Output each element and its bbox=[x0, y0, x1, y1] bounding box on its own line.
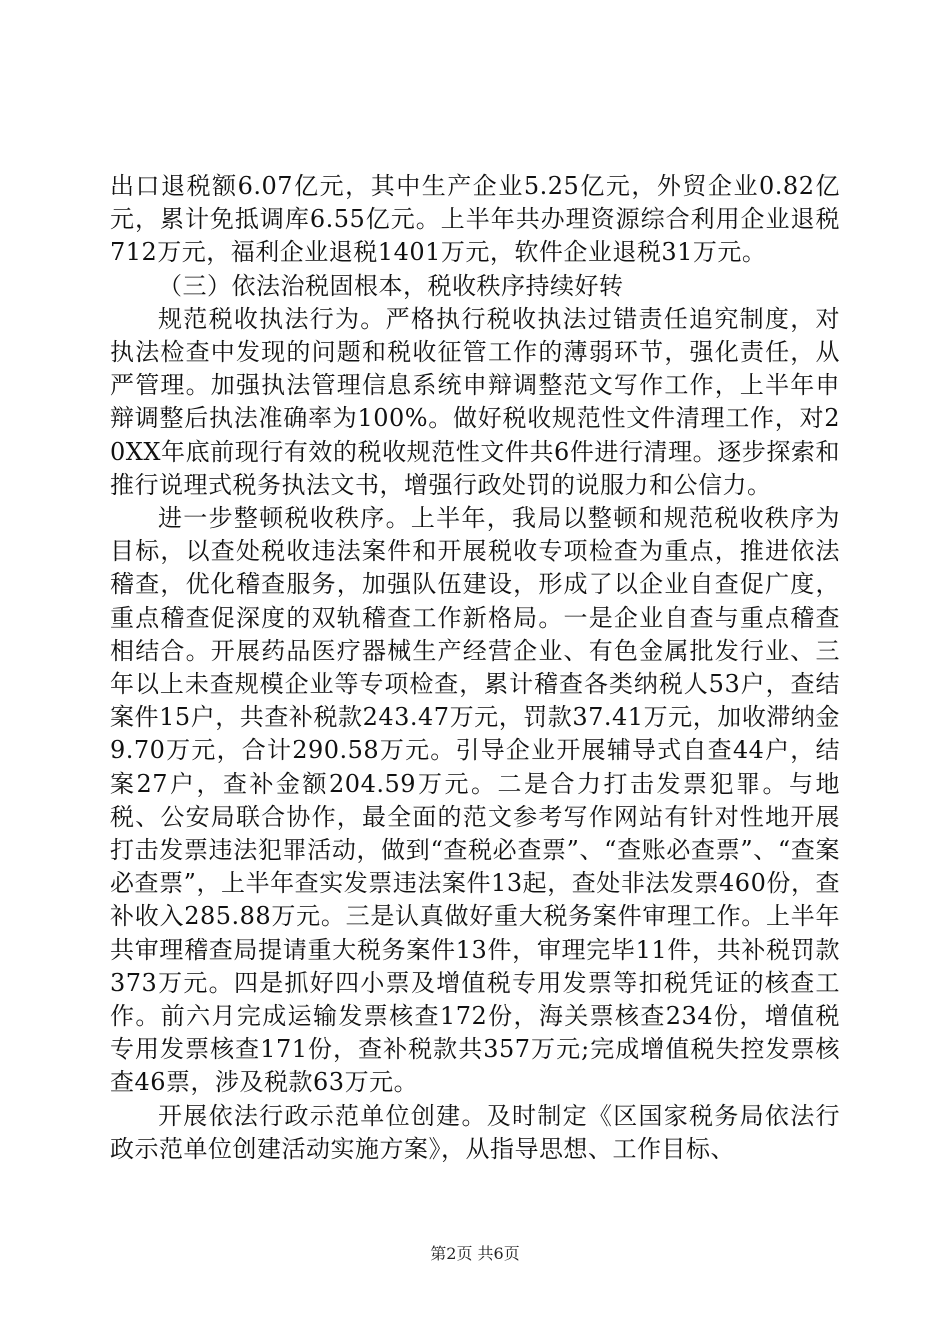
section-heading-rule-of-law: （三）依法治税固根本，税收秩序持续好转 bbox=[158, 271, 624, 300]
paragraph-rectify-tax-order: 进一步整顿税收秩序。上半年，我局以整顿和规范税收秩序为目标，以查处税收违法案件和开展税收专项检查为重点，推进依法稽查，优化稽查服务，加强队伍建设，形成了以企业自查促广度，重点稽查促深度的双轨稽查工作新格局。一是企业自查与重点稽查相结合。开展药品医疗器械生产经营企业、有色金属批发行业、三年以上未查规模企业等专项检查，累计稽查各类纳税人53户，查结案件15户，共查补税款243.47万元，罚款37.41万元，加收滞纳金9.70万元，合计290.58万元。引导企业开展辅导式自查44户，结案27户，查补金额204.59万元。二是合力打击发票犯罪。与地税、公安局联合协作，最全面的范文参考写作网站有针对性地开展打击发票违法犯罪活动，做到“查税必查票”、“查账必查票”、“查案必查票”，上半年查实发票违法案件13起，查处非法发票460份，查补收入285.88万元。三是认真做好重大税务案件审理工作。上半年共审理稽查局提请重大税务案件13件，审理完毕11件，共补税罚款373万元。四是抓好四小票及增值税专用发票等扣税凭证的核查工作。前六月完成运输发票核查172份，海关票核查234份，增值税专用发票核查171份，查补税款共357万元;完成增值税失控发票核查46票，涉及税款63万元。 bbox=[110, 504, 840, 1097]
page-number-label: 第2页 共6页 bbox=[430, 1244, 520, 1263]
paragraph-model-unit-creation: 开展依法行政示范单位创建。及时制定《区国家税务局依法行政示范单位创建活动实施方案》，从指导思想、工作目标、 bbox=[110, 1101, 840, 1163]
paragraph-standardize-enforcement: 规范税收执法行为。严格执行税收执法过错责任追究制度，对执法检查中发现的问题和税收征管工作的薄弱环节，强化责任，从严管理。加强执法管理信息系统申辩调整范文写作工作，上半年申辩调整后执法准确率为100%。做好税收规范性文件清理工作，对20XX年底前现行有效的税收规范性文件共6件进行清理。逐步探索和推行说理式税务执法文书，增强行政处罚的说服力和公信力。 bbox=[110, 304, 840, 499]
page-footer bbox=[0, 1244, 950, 1264]
document-body bbox=[110, 170, 840, 1166]
paragraph-export-refund: 出口退税额6.07亿元，其中生产企业5.25亿元，外贸企业0.82亿元，累计免抵调库6.55亿元。上半年共办理资源综合利用企业退税712万元，福利企业退税1401万元，软件企业退税31万元。 bbox=[110, 172, 840, 267]
